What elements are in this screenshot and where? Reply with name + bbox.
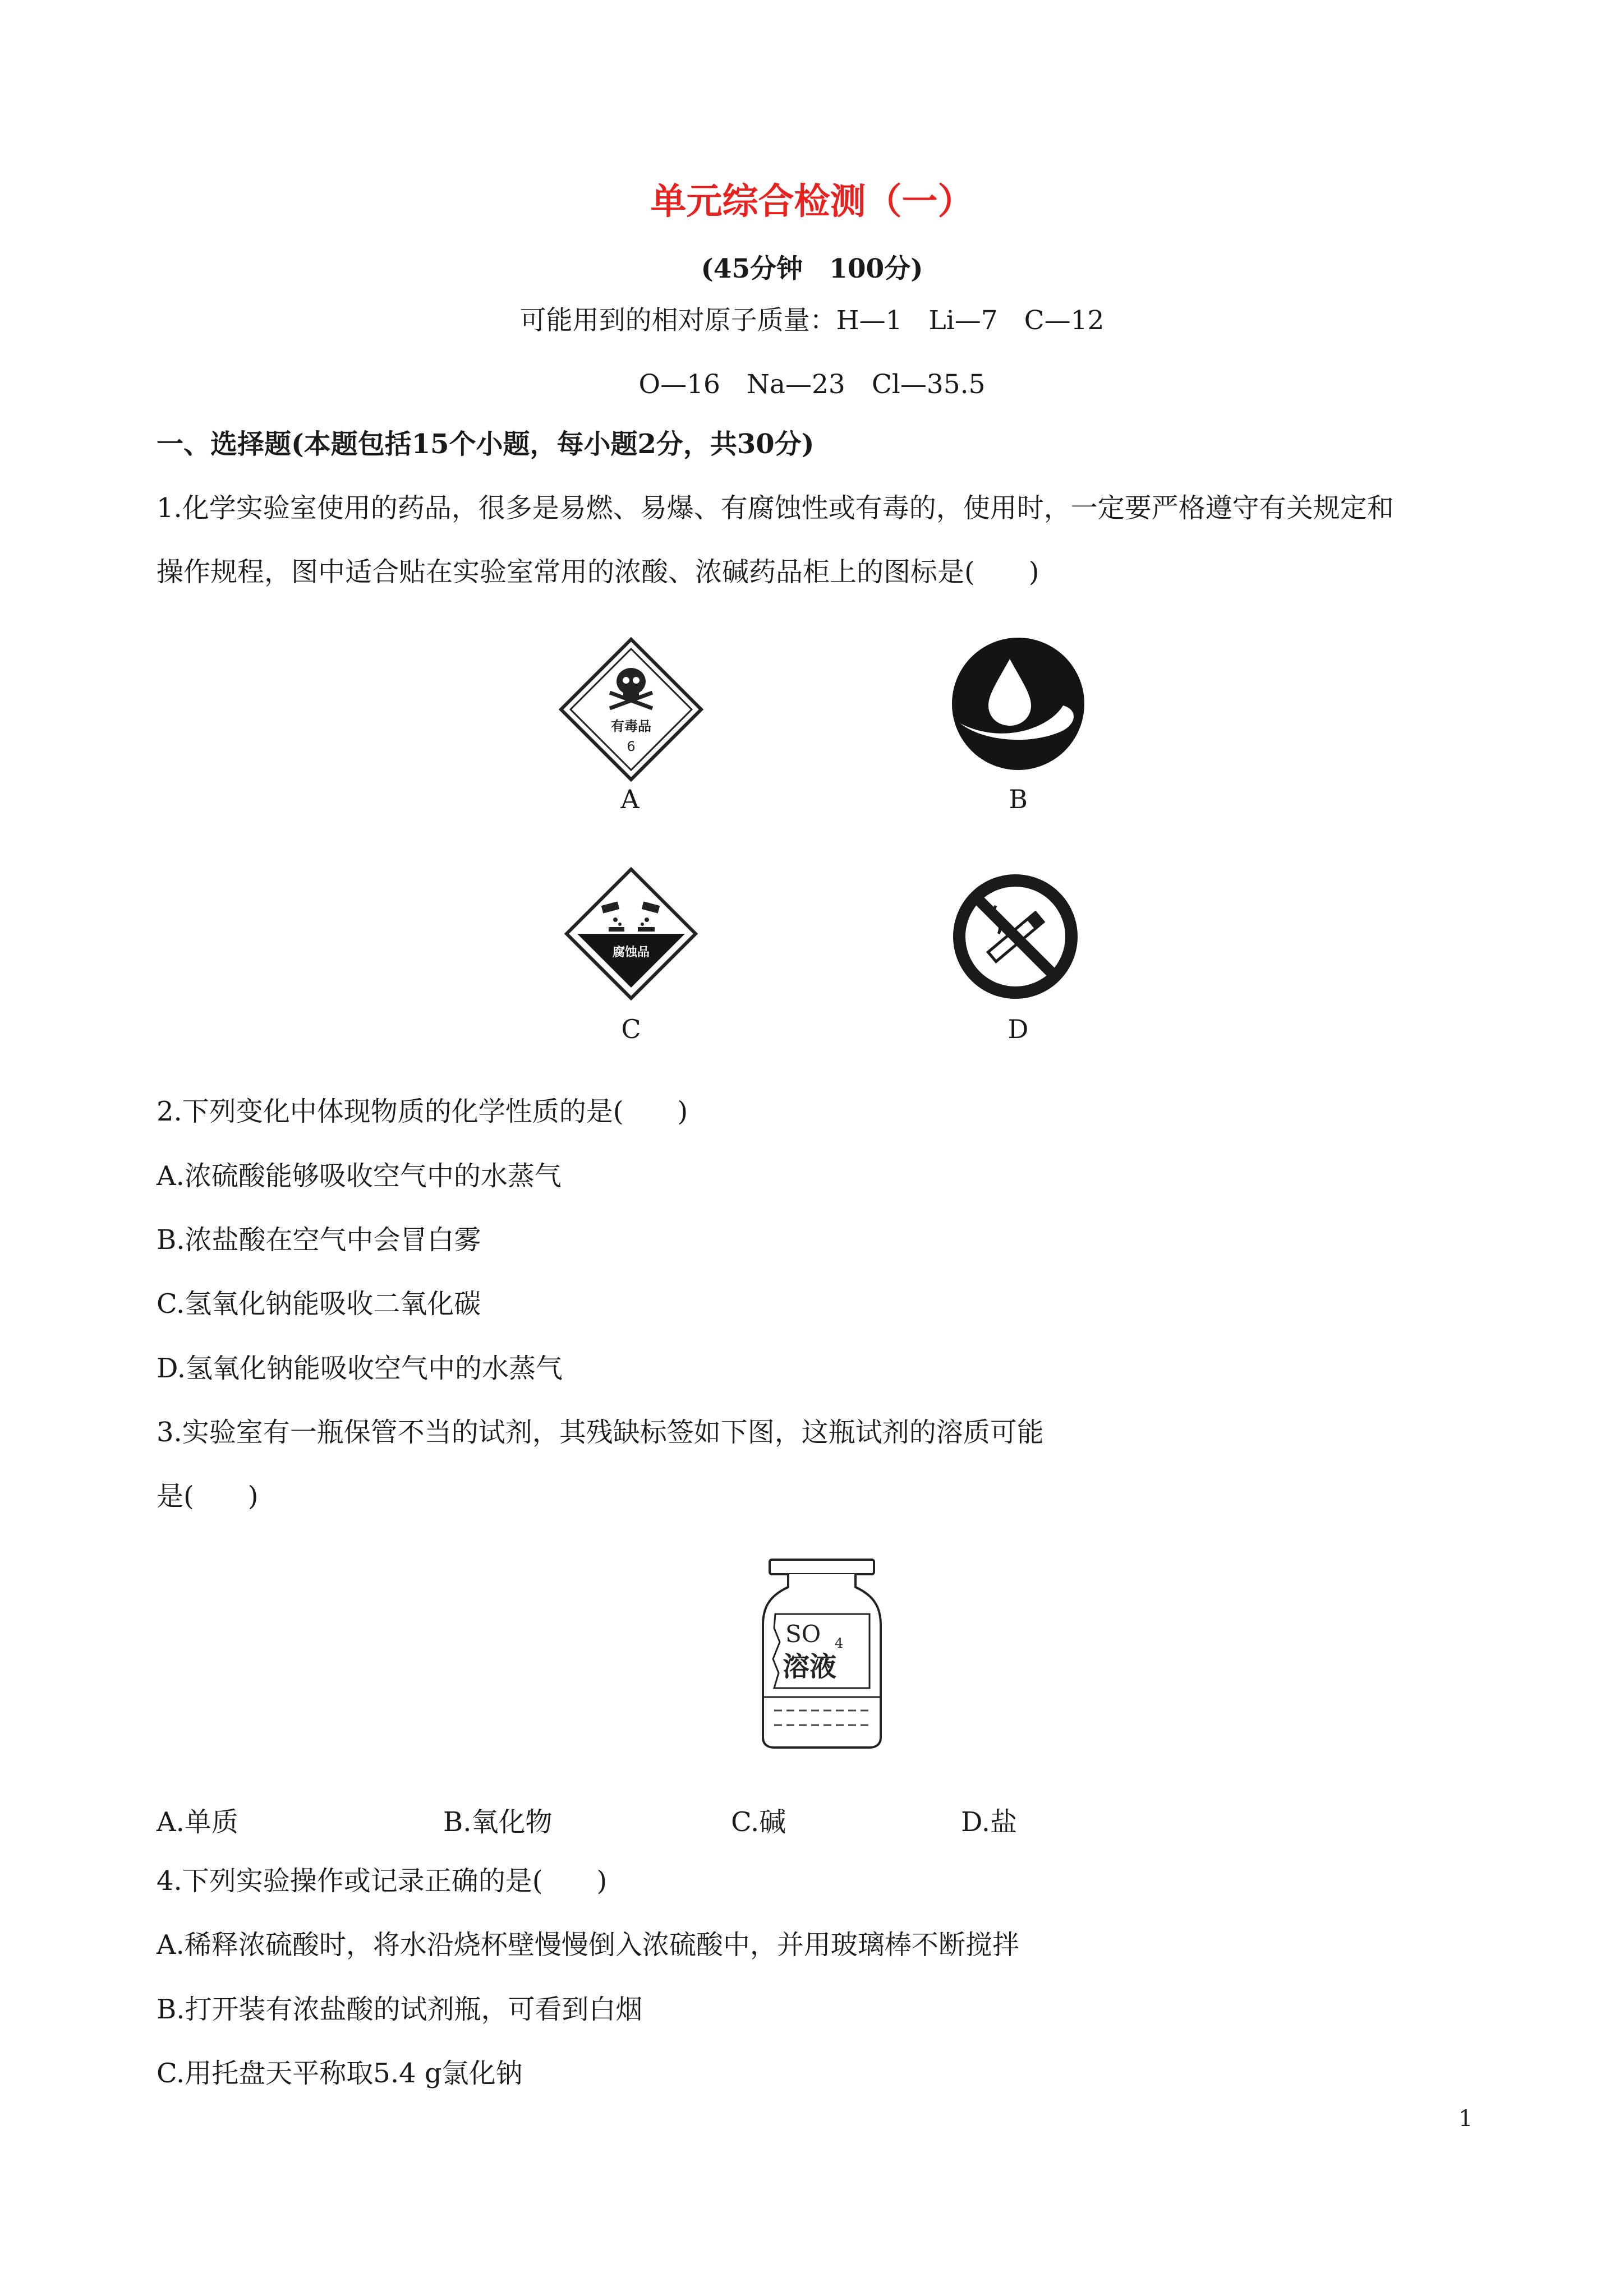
q2-option-c: C.氢氧化钠能吸收二氧化碳 [157, 1288, 481, 1320]
bottle-formula: SO [785, 1620, 821, 1648]
corrosive-sign-icon [564, 866, 698, 1001]
page-number: 1 [1459, 2106, 1473, 2132]
no-smoking-sign-icon [951, 872, 1080, 1001]
q4-option-a: A.稀释浓硫酸时，将水沿烧杯壁慢慢倒入浓硫酸中，并用玻璃棒不断搅拌 [157, 1929, 1019, 1961]
q3-option-b: B.氧化物 [443, 1806, 553, 1838]
q4-stem: 4.下列实验操作或记录正确的是( ) [157, 1865, 608, 1897]
figure-label-b: B [1009, 784, 1028, 814]
bottle-label-text: 溶液 [783, 1651, 837, 1682]
q3-option-a: A.单质 [157, 1806, 238, 1838]
q4-option-c: C.用托盘天平称取5.4 g氯化钠 [157, 2058, 523, 2089]
sign-a-number: 6 [627, 739, 636, 754]
q3-stem-line-1: 3.实验室有一瓶保管不当的试剂，其残缺标签如下图，这瓶试剂的溶质可能 [157, 1417, 1044, 1448]
q2-option-a: A.浓硫酸能够吸收空气中的水蒸气 [157, 1160, 562, 1192]
q2-stem: 2.下列变化中体现物质的化学性质的是( ) [157, 1096, 688, 1127]
section-heading: 一、选择题(本题包括15个小题，每小题2分，共30分) [157, 428, 815, 460]
reagent-bottle-illustration [757, 1558, 886, 1751]
atomic-mass-line-2: O—16 Na—23 Cl—35.5 [638, 369, 986, 400]
figure-label-d: D [1007, 1014, 1029, 1044]
page-title: 单元综合检测（一） [650, 181, 974, 223]
water-drop-sign-icon [948, 634, 1088, 774]
q1-stem-line-2: 操作规程，图中适合贴在实验室常用的浓酸、浓碱药品柜上的图标是( ) [157, 556, 1039, 588]
q2-option-d: D.氢氧化钠能吸收空气中的水蒸气 [157, 1353, 563, 1384]
q3-option-c: C.碱 [731, 1806, 786, 1838]
sign-c-text: 腐蚀品 [612, 946, 650, 960]
figure-label-c: C [621, 1014, 641, 1044]
q4-option-b: B.打开装有浓盐酸的试剂瓶，可看到白烟 [157, 1994, 643, 2025]
q3-option-d: D.盐 [961, 1806, 1018, 1838]
q1-stem-line-1: 1.化学实验室使用的药品，很多是易燃、易爆、有腐蚀性或有毒的，使用时，一定要严格遵守有关规定和 [157, 492, 1394, 524]
toxic-sign-icon [558, 637, 704, 782]
figure-label-a: A [620, 784, 640, 814]
bottle-formula-subscript: 4 [835, 1635, 844, 1651]
sign-a-text: 有毒品 [611, 718, 651, 734]
time-score: (45分钟 100分) [701, 253, 923, 284]
q2-option-b: B.浓盐酸在空气中会冒白雾 [157, 1224, 481, 1256]
atomic-mass-line-1: 可能用到的相对原子质量：H—1 Li—7 C—12 [519, 305, 1105, 336]
q3-stem-line-2: 是( ) [157, 1481, 259, 1512]
